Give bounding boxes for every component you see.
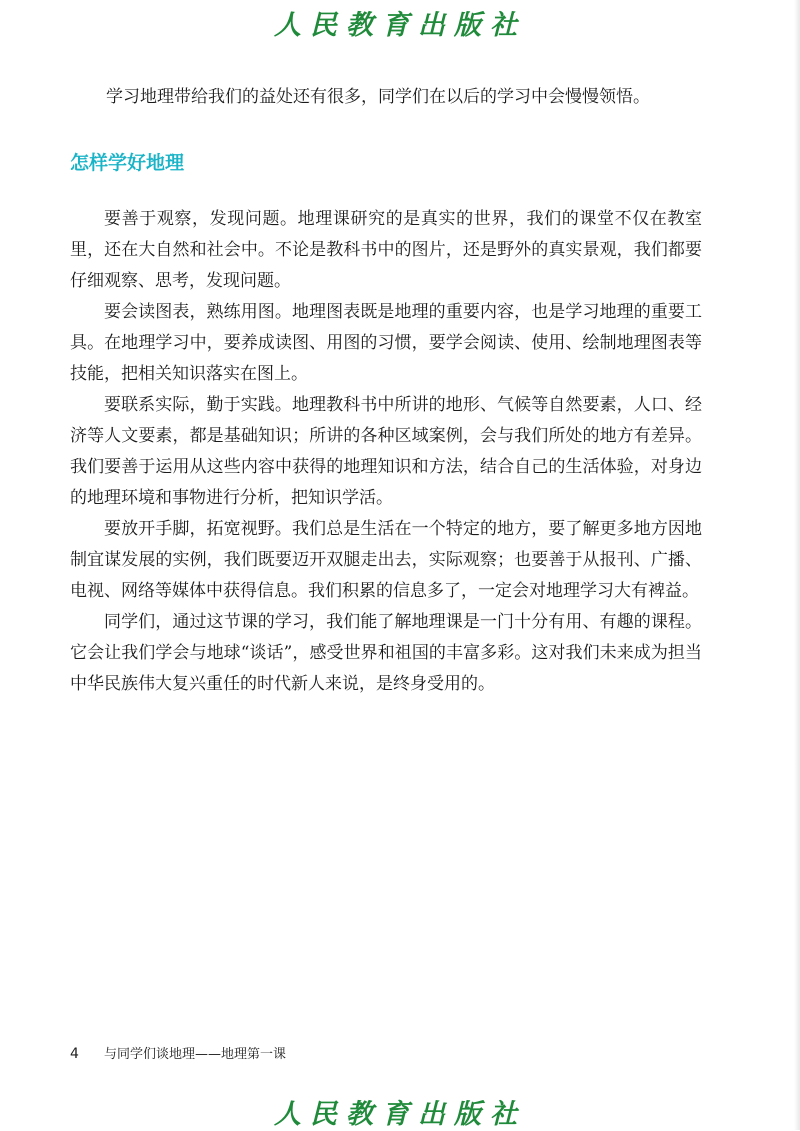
page-number: 4	[70, 1046, 79, 1062]
body-text	[70, 204, 702, 700]
paragraph-practice: 要联系实际，勤于实践。地理教科书中所讲的地形、气候等自然要素，人口、经济等人文要素，都是基础知识；所讲的各种区域案例，会与我们所处的地方有差异。我们要善于运用从这些内容中获得的地理知识和方法，结合自己的生活体验，对身边的地理环境和事物进行分析，把知识学活。	[70, 395, 702, 508]
page-edge	[794, 0, 800, 1130]
paragraph-conclusion: 同学们，通过这节课的学习，我们能了解地理课是一门十分有用、有趣的课程。它会让我们学会与地球“谈话”，感受世界和祖国的丰富多彩。这对我们未来成为担当中华民族伟大复兴重任的时代新人来说，是终身受用的。	[70, 612, 702, 694]
page-footer	[70, 1043, 286, 1062]
publisher-logo-top: 人民教育出版社	[274, 10, 526, 41]
paragraph-maps: 要会读图表，熟练用图。地理图表既是地理的重要内容，也是学习地理的重要工具。在地理学习中，要养成读图、用图的习惯，要学会阅读、使用、绘制地理图表等技能，把相关知识落实在图上。	[70, 302, 702, 384]
publisher-logo-bottom: 人民教育出版社	[274, 1099, 526, 1130]
intro-paragraph: 学习地理带给我们的益处还有很多，同学们在以后的学习中会慢慢领悟。	[106, 87, 650, 107]
running-title: 与同学们谈地理——地理第一课	[104, 1047, 287, 1062]
section-heading: 怎样学好地理	[70, 152, 185, 174]
paragraph-observe: 要善于观察，发现问题。地理课研究的是真实的世界，我们的课堂不仅在教室里，还在大自然和社会中。不论是教科书中的图片，还是野外的真实景观，我们都要仔细观察、思考，发现问题。	[70, 209, 702, 291]
paragraph-horizons: 要放开手脚，拓宽视野。我们总是生活在一个特定的地方，要了解更多地方因地制宜谋发展的实例，我们既要迈开双腿走出去，实际观察；也要善于从报刊、广播、电视、网络等媒体中获得信息。我们积累的信息多了，一定会对地理学习大有裨益。	[70, 519, 702, 601]
